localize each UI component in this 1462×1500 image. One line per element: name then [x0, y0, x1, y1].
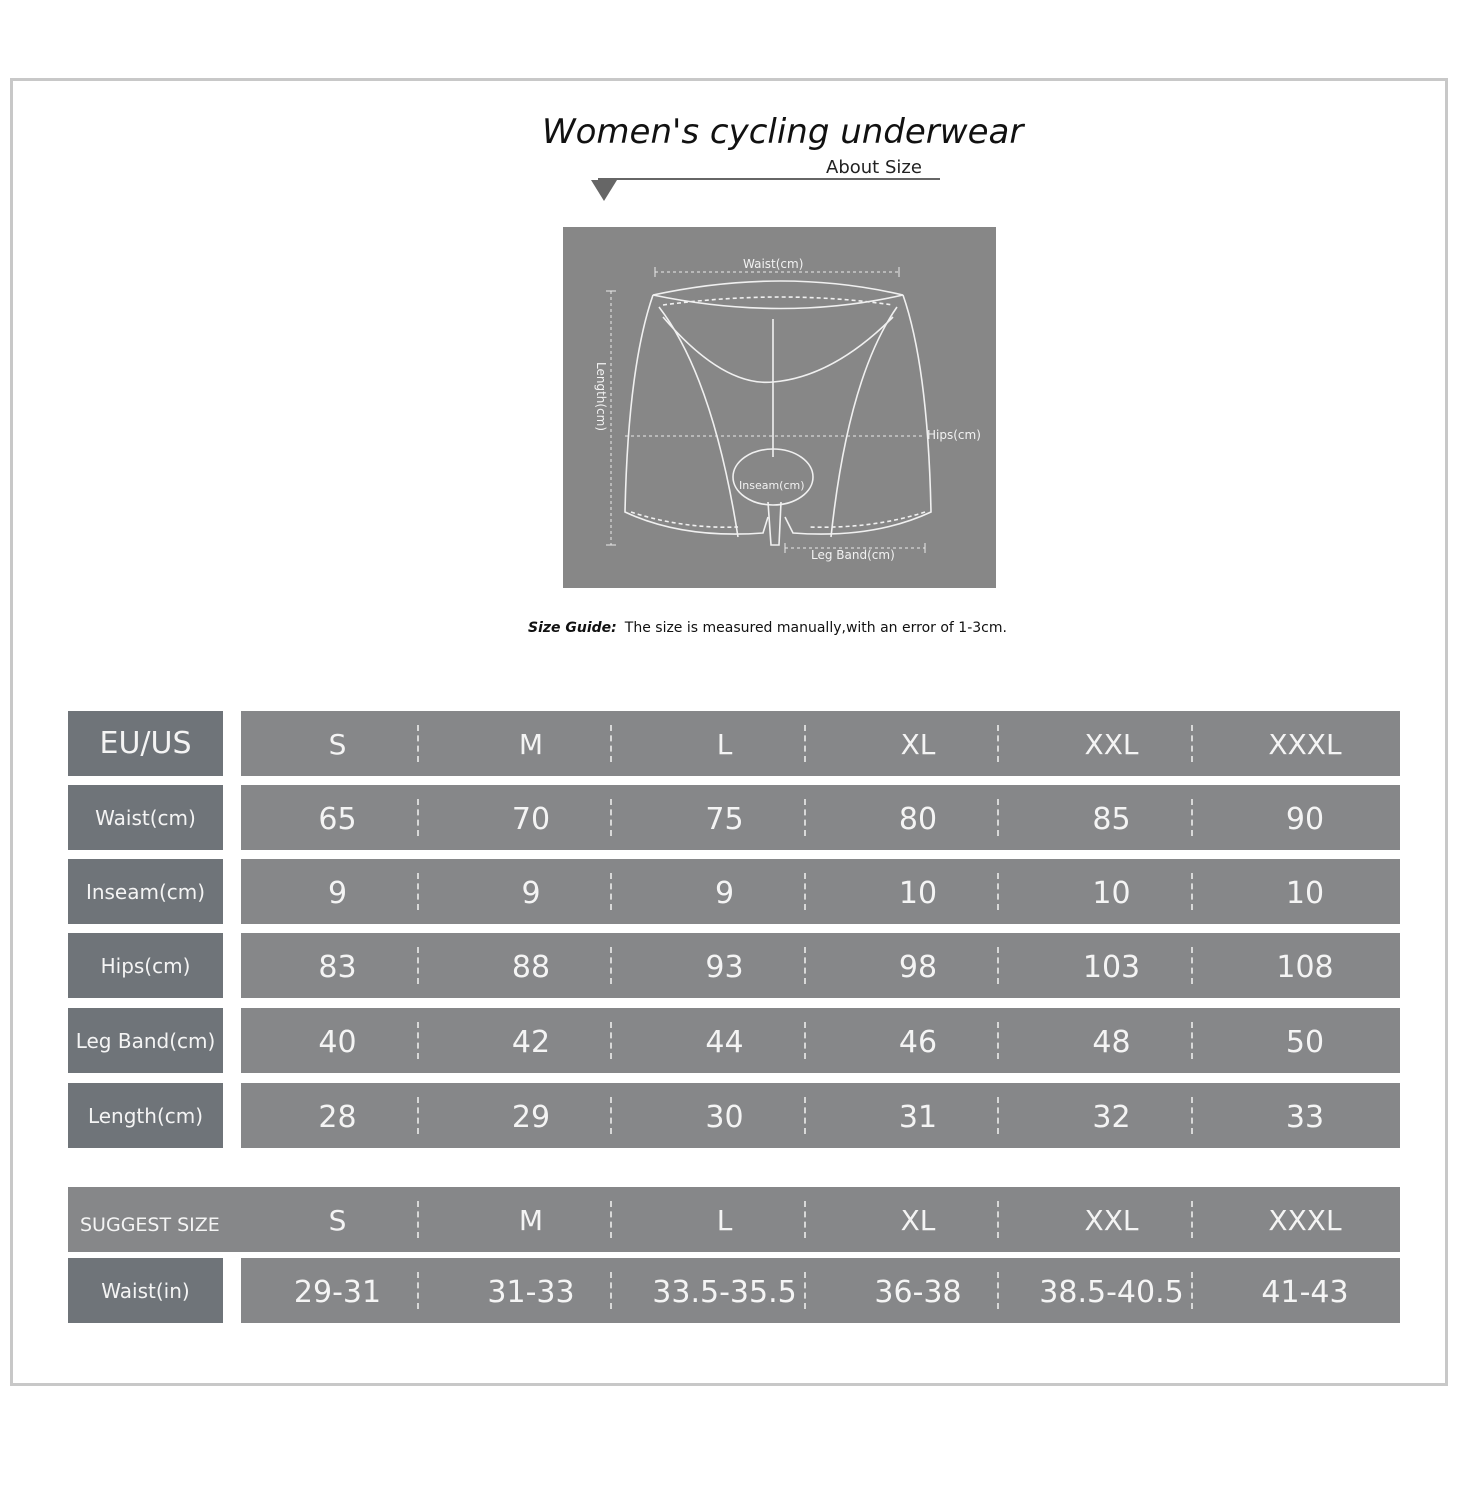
measurement-cell: 42	[511, 1024, 551, 1060]
column-divider	[1191, 1022, 1193, 1059]
suggest-size-cell: L	[716, 1203, 733, 1237]
column-divider	[997, 1201, 999, 1238]
column-divider	[1191, 873, 1193, 910]
column-divider	[417, 725, 419, 762]
measurement-cell: 44	[705, 1024, 744, 1060]
column-divider	[804, 873, 806, 910]
measurement-cell: 80	[898, 801, 938, 837]
column-divider	[997, 873, 999, 910]
measurement-cell: 9	[327, 875, 348, 911]
measurement-cell: 98	[898, 949, 938, 985]
measurement-cell: 90	[1285, 801, 1325, 837]
measurement-cell: 29	[511, 1099, 551, 1135]
column-divider	[610, 799, 612, 836]
measurement-row	[241, 785, 1400, 850]
measurement-cell: 32	[1092, 1099, 1131, 1135]
column-divider	[417, 1097, 419, 1134]
hips-measure-label: Hips(cm)	[927, 428, 981, 442]
waist-inch-cell: 41-43	[1261, 1274, 1349, 1310]
column-divider	[610, 1272, 612, 1309]
column-divider	[610, 725, 612, 762]
page-title: Women's cycling underwear	[542, 112, 1024, 152]
waist-inch-cell: 31-33	[487, 1274, 575, 1310]
measurement-cell: 108	[1276, 949, 1334, 985]
size-header-cell: XL	[900, 727, 936, 761]
triangle-down-icon	[591, 180, 617, 201]
measurement-cell: 70	[511, 801, 551, 837]
measurement-cell: 103	[1082, 949, 1141, 985]
measurement-cell: 10	[898, 875, 938, 911]
measurement-cell: 93	[705, 949, 744, 985]
measurement-cell: 30	[705, 1099, 744, 1135]
size-header-row	[241, 711, 1400, 776]
row-label: Waist(cm)	[68, 785, 223, 850]
suggest-size-cell: S	[328, 1203, 347, 1237]
column-divider	[417, 1201, 419, 1238]
waist-inch-cell: 33.5-35.5	[652, 1274, 797, 1310]
column-divider	[1191, 1272, 1193, 1309]
column-divider	[997, 947, 999, 984]
measurement-cell: 33	[1285, 1099, 1325, 1135]
column-divider	[1191, 1201, 1193, 1238]
size-header-cell: XXL	[1084, 727, 1139, 761]
waist-inch-cell: 36-38	[874, 1274, 962, 1310]
suggest-size-cell: XL	[900, 1203, 936, 1237]
size-guide-label: Size Guide:	[528, 620, 617, 636]
measurement-cell: 48	[1092, 1024, 1131, 1060]
waist-inch-cell: 29-31	[293, 1274, 382, 1310]
measurement-cell: 85	[1092, 801, 1131, 837]
measurement-row	[241, 1008, 1400, 1073]
column-divider	[997, 799, 999, 836]
leg-band-measure-label: Leg Band(cm)	[811, 548, 895, 562]
suggest-size-cell: XXXL	[1268, 1203, 1342, 1237]
column-divider	[804, 947, 806, 984]
column-divider	[610, 1201, 612, 1238]
column-divider	[804, 799, 806, 836]
column-divider	[804, 725, 806, 762]
measurement-cell: 28	[318, 1099, 357, 1135]
measurement-row	[241, 859, 1400, 924]
measurement-cell: 10	[1285, 875, 1325, 911]
measurement-cell: 88	[511, 949, 551, 985]
measurement-row	[241, 1083, 1400, 1148]
measurement-row	[241, 933, 1400, 998]
column-divider	[1191, 725, 1193, 762]
measurement-cell: 31	[898, 1099, 938, 1135]
waist-inch-cell: 38.5-40.5	[1039, 1274, 1184, 1310]
column-divider	[804, 1022, 806, 1059]
row-label: Hips(cm)	[68, 933, 223, 998]
table-corner-eu-us: EU/US	[68, 711, 223, 776]
measurement-cell: 46	[898, 1024, 938, 1060]
row-label: Waist(in)	[68, 1258, 223, 1323]
column-divider	[417, 1272, 419, 1309]
shorts-outline-drawing	[563, 227, 996, 588]
column-divider	[1191, 947, 1193, 984]
waist-measure-label: Waist(cm)	[743, 257, 804, 271]
row-label: Length(cm)	[68, 1083, 223, 1148]
column-divider	[417, 873, 419, 910]
column-divider	[610, 873, 612, 910]
row-label: Inseam(cm)	[68, 859, 223, 924]
column-divider	[804, 1201, 806, 1238]
measurement-cell: 10	[1092, 875, 1131, 911]
measurement-cell: 75	[705, 801, 744, 837]
measurement-cell: 83	[318, 949, 357, 985]
column-divider	[804, 1097, 806, 1134]
column-divider	[610, 1097, 612, 1134]
column-divider	[610, 947, 612, 984]
size-guide-text: The size is measured manually,with an error of 1-3cm.	[624, 620, 1007, 636]
size-header-cell: XXXL	[1268, 727, 1342, 761]
shorts-measurement-diagram	[563, 227, 996, 588]
size-guide-note	[528, 620, 1007, 636]
column-divider	[1191, 1097, 1193, 1134]
measurement-cell: 50	[1285, 1024, 1325, 1060]
column-divider	[997, 1097, 999, 1134]
row-label: Leg Band(cm)	[68, 1008, 223, 1073]
size-header-cell: L	[716, 727, 733, 761]
column-divider	[610, 1022, 612, 1059]
column-divider	[1191, 799, 1193, 836]
size-header-cell: S	[328, 727, 347, 761]
subtitle-divider	[598, 178, 940, 180]
column-divider	[417, 947, 419, 984]
page-subtitle: About Size	[826, 157, 922, 178]
size-header-cell: M	[518, 727, 544, 761]
column-divider	[997, 1272, 999, 1309]
measurement-cell: 40	[318, 1024, 357, 1060]
measurement-cell: 65	[318, 801, 357, 837]
column-divider	[997, 1022, 999, 1059]
waist-inch-row	[241, 1258, 1400, 1323]
inseam-measure-label: Inseam(cm)	[739, 479, 805, 492]
column-divider	[804, 1272, 806, 1309]
suggest-size-row	[241, 1187, 1400, 1252]
measurement-cell: 9	[714, 875, 735, 911]
suggest-size-corner: SUGGEST SIZE	[80, 1214, 220, 1236]
measurement-cell: 9	[521, 875, 541, 911]
suggest-size-cell: M	[518, 1203, 544, 1237]
column-divider	[417, 799, 419, 836]
column-divider	[417, 1022, 419, 1059]
column-divider	[997, 725, 999, 762]
suggest-size-cell: XXL	[1084, 1203, 1139, 1237]
length-measure-label: Length(cm)	[594, 362, 608, 432]
